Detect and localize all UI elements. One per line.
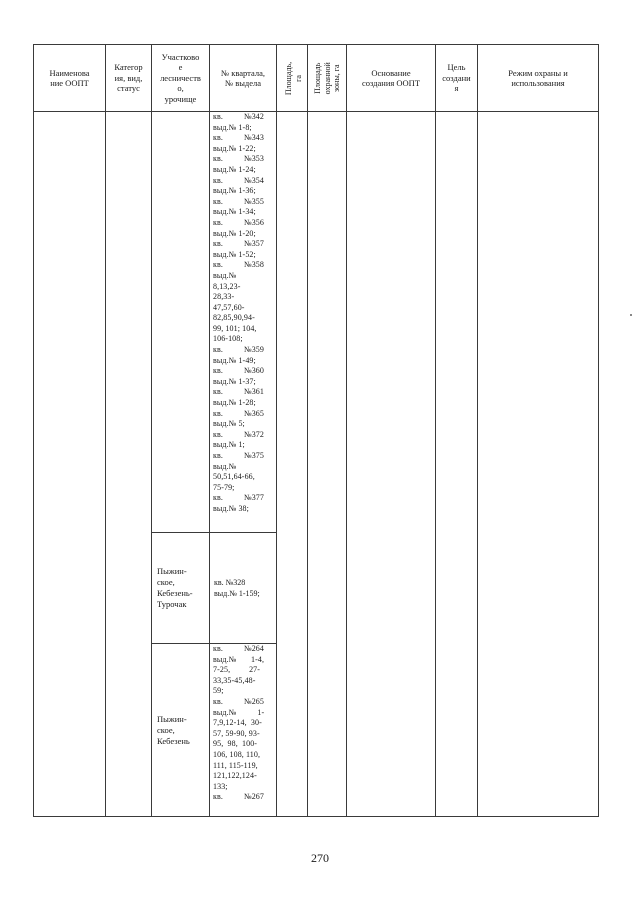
quarter-line: выд.№ 1-8;: [213, 122, 252, 132]
header-text-line: Цель: [447, 62, 466, 73]
cell-district: [152, 112, 210, 533]
quarter-line: выд.№: [213, 270, 237, 280]
header-text-line: лесничеств: [160, 72, 201, 83]
quarter-line: кв. №355: [213, 196, 264, 206]
quarter-line: кв. №357: [213, 239, 264, 249]
quarter-line: кв. №342: [213, 112, 264, 121]
quarter-line: выд.№ 1-4,: [213, 654, 265, 664]
quarter-line: выд.№ 1;: [213, 440, 245, 450]
header-text-line: Режим охраны и: [508, 67, 568, 78]
header-text-line: е: [178, 62, 183, 73]
header-name-lines: [34, 68, 105, 89]
district-line: Кебезень-: [157, 588, 193, 598]
header-text-line: урочище: [164, 93, 197, 104]
quarter-line: 95, 98, 100-: [213, 739, 258, 749]
quarter-line: 28,33-: [213, 292, 235, 302]
quarter-line: 99, 101; 104,: [213, 323, 257, 333]
quarter-line: 59;: [213, 686, 224, 696]
cell-basis: [347, 112, 436, 817]
header-category: [106, 45, 152, 112]
quarter-line: кв. №361: [213, 387, 264, 397]
cell-regime: [478, 112, 599, 817]
header-text-line: № выдела: [224, 78, 262, 88]
district-line: Пыжин-: [157, 566, 187, 576]
quarter-line: выд.№ 5;: [213, 419, 245, 429]
district-line: ское,: [157, 577, 175, 587]
district-line: ское,: [157, 724, 175, 735]
cell-category: [106, 112, 152, 817]
quarter-line: кв. №264: [213, 644, 264, 653]
header-area-lines: [284, 61, 303, 94]
quarter-line: выд.№ 1-: [213, 707, 265, 717]
quarter-line: выд.№ 1-34;: [213, 207, 256, 217]
oopt-register-table: [33, 44, 599, 817]
quarter-line: кв. №353: [213, 154, 264, 164]
quarter-line: 33,35-45,48-: [213, 675, 256, 685]
header-purpose: [436, 45, 478, 112]
header-text-line: Основание: [371, 67, 411, 78]
header-text-line: зоны, га: [331, 64, 341, 92]
quarter-line: кв. №359: [213, 345, 264, 355]
quarter-line: выд.№ 1-36;: [213, 186, 256, 196]
header-text-line: статус: [117, 83, 140, 94]
quarter-line: выд.№ 1-159;: [214, 589, 260, 598]
quarter-line: кв. №377: [213, 493, 264, 503]
header-regime-lines: [478, 68, 598, 89]
quarter-line: 57, 59-90, 93-: [213, 728, 260, 738]
header-text-line: Участково: [161, 51, 200, 62]
header-text-line: создания ООПТ: [361, 78, 421, 88]
cell-quarters: [210, 533, 277, 644]
header-basis: [347, 45, 436, 112]
header-quarter-lines: [210, 68, 276, 89]
quarter-line: 133;: [213, 781, 228, 791]
cell-purpose: [436, 112, 478, 817]
table-header-row: [34, 45, 599, 112]
header-text-line: Площадь: [312, 62, 322, 94]
cell-buffer: [308, 112, 347, 817]
cell-district: [152, 644, 210, 817]
quarter-line: кв. №328: [214, 578, 246, 587]
quarter-line: кв. №267: [213, 792, 264, 802]
header-name: [34, 45, 106, 112]
table-row: [34, 112, 599, 533]
header-buffer-lines: [313, 62, 342, 94]
header-text-line: использования: [511, 78, 565, 88]
header-purpose-lines: [436, 62, 477, 94]
header-text-line: я: [454, 83, 459, 94]
district-line: Пыжин-: [157, 713, 187, 724]
cell-name: [34, 112, 106, 817]
header-category-lines: [106, 62, 151, 94]
header-text-line: № квартала,: [221, 67, 265, 78]
quarter-line: 47,57,60-: [213, 302, 245, 312]
quarter-line: кв. №343: [213, 133, 264, 143]
scan-speck: [630, 314, 632, 316]
header-quarter: [210, 45, 277, 112]
page-number: 270: [311, 851, 329, 865]
header-text-line: Категор: [114, 62, 143, 73]
quarter-line: 82,85,90,94-: [213, 313, 255, 323]
quarter-line: кв. №372: [213, 429, 264, 439]
cell-area: [277, 112, 308, 817]
quarter-line: кв. №360: [213, 366, 264, 376]
quarter-line: 106-108;: [213, 334, 243, 344]
quarter-line: 121,122,124-: [213, 771, 257, 781]
district-line: Кебезень: [157, 735, 190, 746]
quarter-line: 106, 108, 110,: [213, 749, 261, 759]
quarter-line: 50,51,64-66,: [213, 472, 255, 482]
quarter-line: выд.№ 1-28;: [213, 398, 256, 408]
header-text-line: ия, вид,: [114, 72, 143, 83]
quarter-line: кв. №354: [213, 175, 264, 185]
header-district-lines: [152, 52, 209, 105]
quarter-line: 8,13,23-: [213, 281, 241, 291]
header-text-line: создани: [442, 72, 471, 83]
header-basis-lines: [347, 68, 435, 89]
quarter-line: 7,9,12-14, 30-: [213, 718, 262, 728]
header-text-line: га: [293, 74, 303, 82]
header-text-line: ние ООПТ: [50, 78, 89, 88]
quarter-line: 7-25, 27-: [213, 665, 261, 675]
quarter-line: 111, 115-119,: [213, 760, 258, 770]
quarter-line: выд.№ 1-20;: [213, 228, 256, 238]
header-text-line: Наименова: [49, 67, 90, 78]
quarter-line: выд.№ 1-22;: [213, 143, 256, 153]
header-area: [277, 45, 308, 112]
header-text-line: о,: [177, 83, 184, 94]
quarter-line: выд.№ 1-52;: [213, 249, 256, 259]
quarter-line: кв. №265: [213, 696, 264, 706]
quarter-line: 75-79;: [213, 482, 235, 492]
header-buffer: [308, 45, 347, 112]
header-text-line: Площадь,: [284, 61, 294, 95]
quarter-line: кв. №358: [213, 260, 264, 270]
quarter-line: кв. №365: [213, 408, 264, 418]
header-district: [152, 45, 210, 112]
quarter-line: выд.№ 1-49;: [213, 355, 256, 365]
cell-district: [152, 533, 210, 644]
quarter-line: выд.№ 38;: [213, 503, 249, 513]
quarter-line: кв. №356: [213, 217, 264, 227]
cell-quarters: [210, 644, 277, 817]
quarter-line: кв. №375: [213, 451, 264, 460]
quarter-line: выд.№: [213, 461, 237, 471]
header-regime: [478, 45, 599, 112]
quarter-line: выд.№ 1-24;: [213, 164, 256, 174]
quarter-line: выд.№ 1-37;: [213, 376, 256, 386]
district-line: Турочак: [157, 599, 187, 609]
header-text-line: охранной: [322, 61, 332, 95]
cell-quarters: [210, 112, 277, 533]
